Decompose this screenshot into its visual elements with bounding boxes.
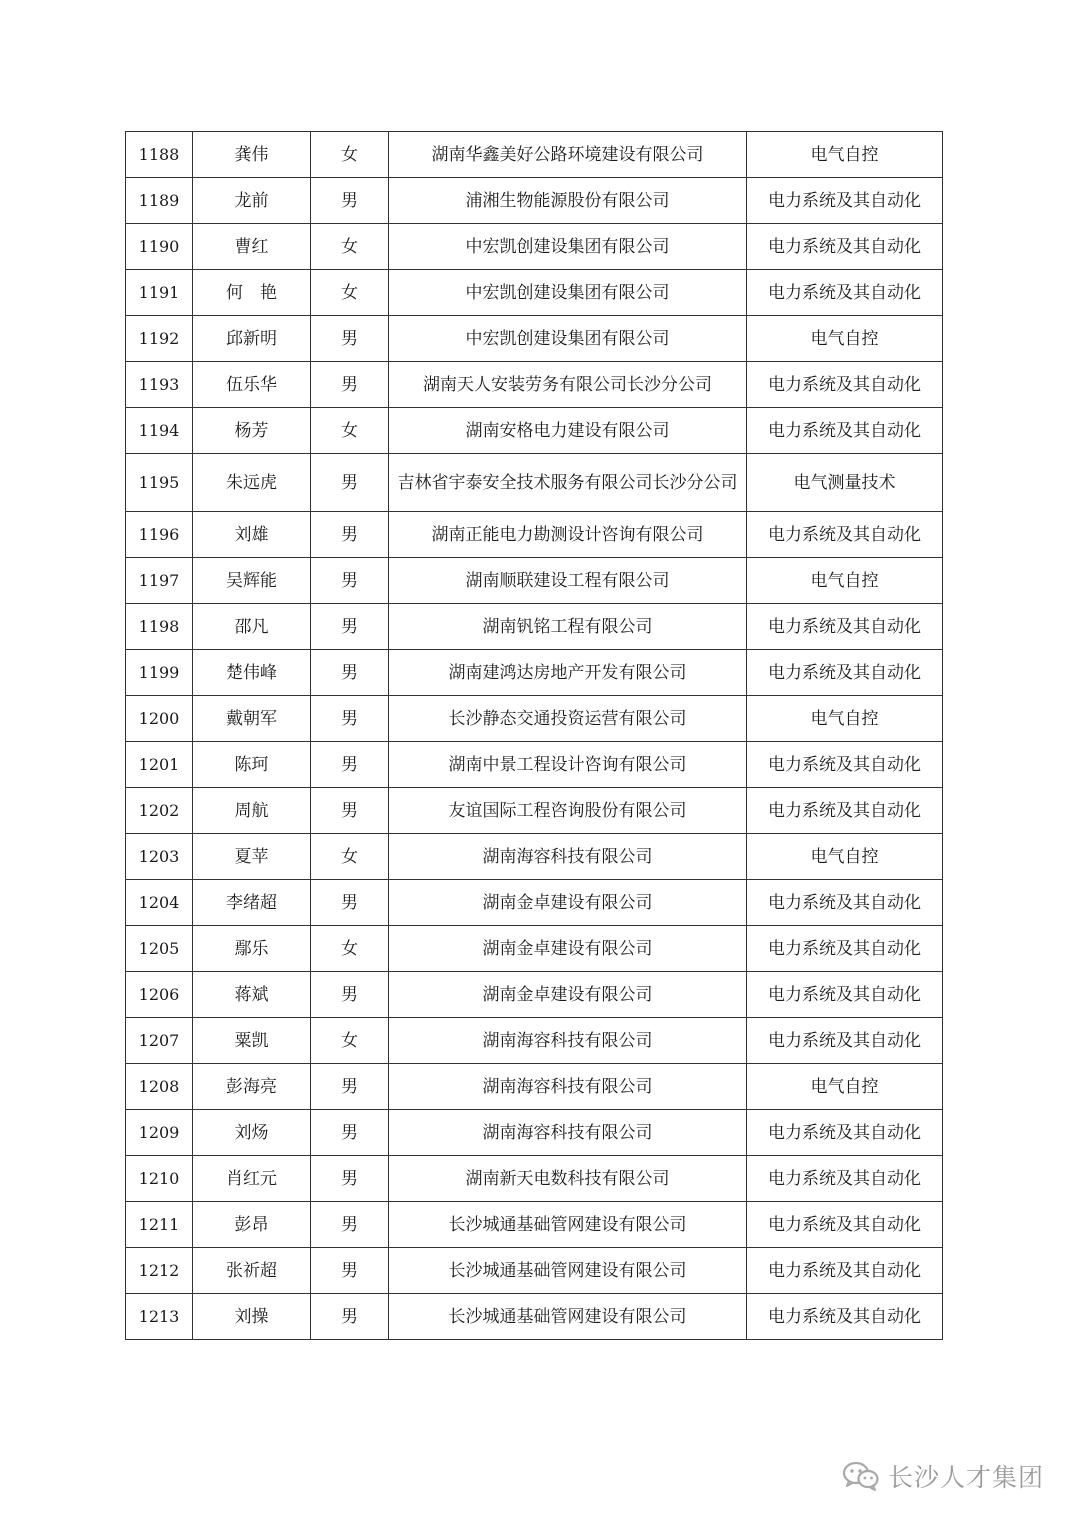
gender-cell: 男: [311, 454, 389, 512]
gender-cell: 男: [311, 650, 389, 696]
major-cell: 电力系统及其自动化: [747, 178, 943, 224]
major-cell: 电气自控: [747, 132, 943, 178]
row-number-cell: 1195: [126, 454, 193, 512]
major-cell: 电气自控: [747, 558, 943, 604]
major-cell: 电力系统及其自动化: [747, 1110, 943, 1156]
major-cell: 电气自控: [747, 834, 943, 880]
table-row: [126, 834, 943, 880]
company-name-cell: 湖南海容科技有限公司: [389, 834, 747, 880]
row-number-cell: 1189: [126, 178, 193, 224]
row-number-cell: 1194: [126, 408, 193, 454]
major-cell: 电力系统及其自动化: [747, 788, 943, 834]
table-row: [126, 1156, 943, 1202]
table-row: [126, 972, 943, 1018]
major-cell: 电力系统及其自动化: [747, 1202, 943, 1248]
person-name-cell: 何 艳: [193, 270, 311, 316]
company-name-cell: 中宏凯创建设集团有限公司: [389, 224, 747, 270]
major-cell: 电力系统及其自动化: [747, 408, 943, 454]
row-number-cell: 1205: [126, 926, 193, 972]
table-row: [126, 926, 943, 972]
table-row: [126, 408, 943, 454]
person-name-cell: 张祈超: [193, 1248, 311, 1294]
major-cell: 电力系统及其自动化: [747, 1248, 943, 1294]
company-name-cell: 长沙城通基础管网建设有限公司: [389, 1294, 747, 1340]
person-name-cell: 彭海亮: [193, 1064, 311, 1110]
gender-cell: 男: [311, 316, 389, 362]
company-name-cell: 湖南海容科技有限公司: [389, 1018, 747, 1064]
gender-cell: 女: [311, 224, 389, 270]
company-name-cell: 湖南金卓建设有限公司: [389, 972, 747, 1018]
major-cell: 电力系统及其自动化: [747, 1156, 943, 1202]
row-number-cell: 1188: [126, 132, 193, 178]
company-name-cell: 中宏凯创建设集团有限公司: [389, 270, 747, 316]
watermark-text: 长沙人才集团: [888, 1463, 1045, 1492]
row-number-cell: 1198: [126, 604, 193, 650]
major-cell: 电气测量技术: [747, 454, 943, 512]
person-name-cell: 戴朝军: [193, 696, 311, 742]
table-row: [126, 1202, 943, 1248]
major-cell: 电气自控: [747, 316, 943, 362]
row-number-cell: 1206: [126, 972, 193, 1018]
person-name-cell: 陈珂: [193, 742, 311, 788]
major-cell: 电力系统及其自动化: [747, 742, 943, 788]
table-row: [126, 880, 943, 926]
company-name-cell: 湖南新天电数科技有限公司: [389, 1156, 747, 1202]
row-number-cell: 1192: [126, 316, 193, 362]
major-cell: 电力系统及其自动化: [747, 1294, 943, 1340]
table-row: [126, 1294, 943, 1340]
wechat-logo-icon: [842, 1460, 880, 1492]
gender-cell: 男: [311, 696, 389, 742]
row-number-cell: 1200: [126, 696, 193, 742]
major-cell: 电力系统及其自动化: [747, 362, 943, 408]
person-name-cell: 刘炀: [193, 1110, 311, 1156]
person-name-cell: 曹红: [193, 224, 311, 270]
major-cell: 电力系统及其自动化: [747, 650, 943, 696]
company-name-cell: 湖南建鸿达房地产开发有限公司: [389, 650, 747, 696]
table-row: [126, 788, 943, 834]
gender-cell: 男: [311, 1294, 389, 1340]
major-cell: 电力系统及其自动化: [747, 604, 943, 650]
gender-cell: 女: [311, 270, 389, 316]
person-name-cell: 刘操: [193, 1294, 311, 1340]
major-cell: 电气自控: [747, 1064, 943, 1110]
company-name-cell: 友谊国际工程咨询股份有限公司: [389, 788, 747, 834]
table-row: [126, 1018, 943, 1064]
row-number-cell: 1207: [126, 1018, 193, 1064]
row-number-cell: 1213: [126, 1294, 193, 1340]
person-name-cell: 吴辉能: [193, 558, 311, 604]
gender-cell: 男: [311, 788, 389, 834]
table-row: [126, 1064, 943, 1110]
person-name-cell: 邵凡: [193, 604, 311, 650]
company-name-cell: 长沙城通基础管网建设有限公司: [389, 1202, 747, 1248]
person-name-cell: 杨芳: [193, 408, 311, 454]
person-name-cell: 夏苹: [193, 834, 311, 880]
gender-cell: 男: [311, 1156, 389, 1202]
person-name-cell: 伍乐华: [193, 362, 311, 408]
gender-cell: 男: [311, 1248, 389, 1294]
company-name-cell: 湖南正能电力勘测设计咨询有限公司: [389, 512, 747, 558]
gender-cell: 男: [311, 604, 389, 650]
row-number-cell: 1190: [126, 224, 193, 270]
row-number-cell: 1210: [126, 1156, 193, 1202]
table-row: [126, 1110, 943, 1156]
table-row: [126, 316, 943, 362]
gender-cell: 女: [311, 926, 389, 972]
row-number-cell: 1208: [126, 1064, 193, 1110]
table-row: [126, 270, 943, 316]
gender-cell: 女: [311, 1018, 389, 1064]
major-cell: 电力系统及其自动化: [747, 1018, 943, 1064]
gender-cell: 男: [311, 1202, 389, 1248]
gender-cell: 女: [311, 408, 389, 454]
person-name-cell: 肖红元: [193, 1156, 311, 1202]
table-row: [126, 558, 943, 604]
gender-cell: 女: [311, 132, 389, 178]
roster-body: [126, 132, 943, 1340]
person-name-cell: 龚伟: [193, 132, 311, 178]
company-name-cell: 中宏凯创建设集团有限公司: [389, 316, 747, 362]
major-cell: 电力系统及其自动化: [747, 270, 943, 316]
person-name-cell: 朱远虎: [193, 454, 311, 512]
company-name-cell: 湖南海容科技有限公司: [389, 1110, 747, 1156]
row-number-cell: 1212: [126, 1248, 193, 1294]
major-cell: 电力系统及其自动化: [747, 926, 943, 972]
major-cell: 电力系统及其自动化: [747, 880, 943, 926]
person-name-cell: 彭昂: [193, 1202, 311, 1248]
company-name-cell: 湖南中景工程设计咨询有限公司: [389, 742, 747, 788]
person-name-cell: 刘雄: [193, 512, 311, 558]
person-name-cell: 龙前: [193, 178, 311, 224]
roster-table: [125, 131, 943, 1340]
person-name-cell: 李绪超: [193, 880, 311, 926]
row-number-cell: 1193: [126, 362, 193, 408]
company-name-cell: 湖南天人安装劳务有限公司长沙分公司: [389, 362, 747, 408]
person-name-cell: 鄢乐: [193, 926, 311, 972]
table-row: [126, 178, 943, 224]
table-row: [126, 224, 943, 270]
person-name-cell: 楚伟峰: [193, 650, 311, 696]
major-cell: 电力系统及其自动化: [747, 972, 943, 1018]
table-row: [126, 454, 943, 512]
row-number-cell: 1196: [126, 512, 193, 558]
company-name-cell: 湖南华鑫美好公路环境建设有限公司: [389, 132, 747, 178]
company-name-cell: 湖南安格电力建设有限公司: [389, 408, 747, 454]
table-row: [126, 362, 943, 408]
company-name-cell: 湖南钒铭工程有限公司: [389, 604, 747, 650]
major-cell: 电力系统及其自动化: [747, 224, 943, 270]
row-number-cell: 1201: [126, 742, 193, 788]
company-name-cell: 长沙静态交通投资运营有限公司: [389, 696, 747, 742]
table-row: [126, 604, 943, 650]
row-number-cell: 1204: [126, 880, 193, 926]
company-name-cell: 长沙城通基础管网建设有限公司: [389, 1248, 747, 1294]
gender-cell: 男: [311, 972, 389, 1018]
gender-cell: 男: [311, 362, 389, 408]
person-name-cell: 邱新明: [193, 316, 311, 362]
major-cell: 电力系统及其自动化: [747, 512, 943, 558]
row-number-cell: 1203: [126, 834, 193, 880]
table-row: [126, 132, 943, 178]
gender-cell: 女: [311, 834, 389, 880]
table-row: [126, 742, 943, 788]
table-row: [126, 696, 943, 742]
person-name-cell: 粟凯: [193, 1018, 311, 1064]
gender-cell: 男: [311, 1064, 389, 1110]
row-number-cell: 1202: [126, 788, 193, 834]
company-name-cell: 湖南海容科技有限公司: [389, 1064, 747, 1110]
table-row: [126, 650, 943, 696]
company-name-cell: 浦湘生物能源股份有限公司: [389, 178, 747, 224]
company-name-cell: 湖南金卓建设有限公司: [389, 926, 747, 972]
company-name-cell: 湖南金卓建设有限公司: [389, 880, 747, 926]
gender-cell: 男: [311, 742, 389, 788]
row-number-cell: 1211: [126, 1202, 193, 1248]
person-name-cell: 周航: [193, 788, 311, 834]
row-number-cell: 1199: [126, 650, 193, 696]
gender-cell: 男: [311, 880, 389, 926]
gender-cell: 男: [311, 1110, 389, 1156]
company-name-cell: 吉林省宇泰安全技术服务有限公司长沙分公司: [389, 454, 747, 512]
major-cell: 电气自控: [747, 696, 943, 742]
watermark: [842, 1456, 1044, 1496]
company-name-cell: 湖南顺联建设工程有限公司: [389, 558, 747, 604]
table-row: [126, 1248, 943, 1294]
gender-cell: 男: [311, 558, 389, 604]
table-row: [126, 512, 943, 558]
gender-cell: 男: [311, 512, 389, 558]
gender-cell: 男: [311, 178, 389, 224]
person-name-cell: 蒋斌: [193, 972, 311, 1018]
row-number-cell: 1191: [126, 270, 193, 316]
row-number-cell: 1197: [126, 558, 193, 604]
row-number-cell: 1209: [126, 1110, 193, 1156]
